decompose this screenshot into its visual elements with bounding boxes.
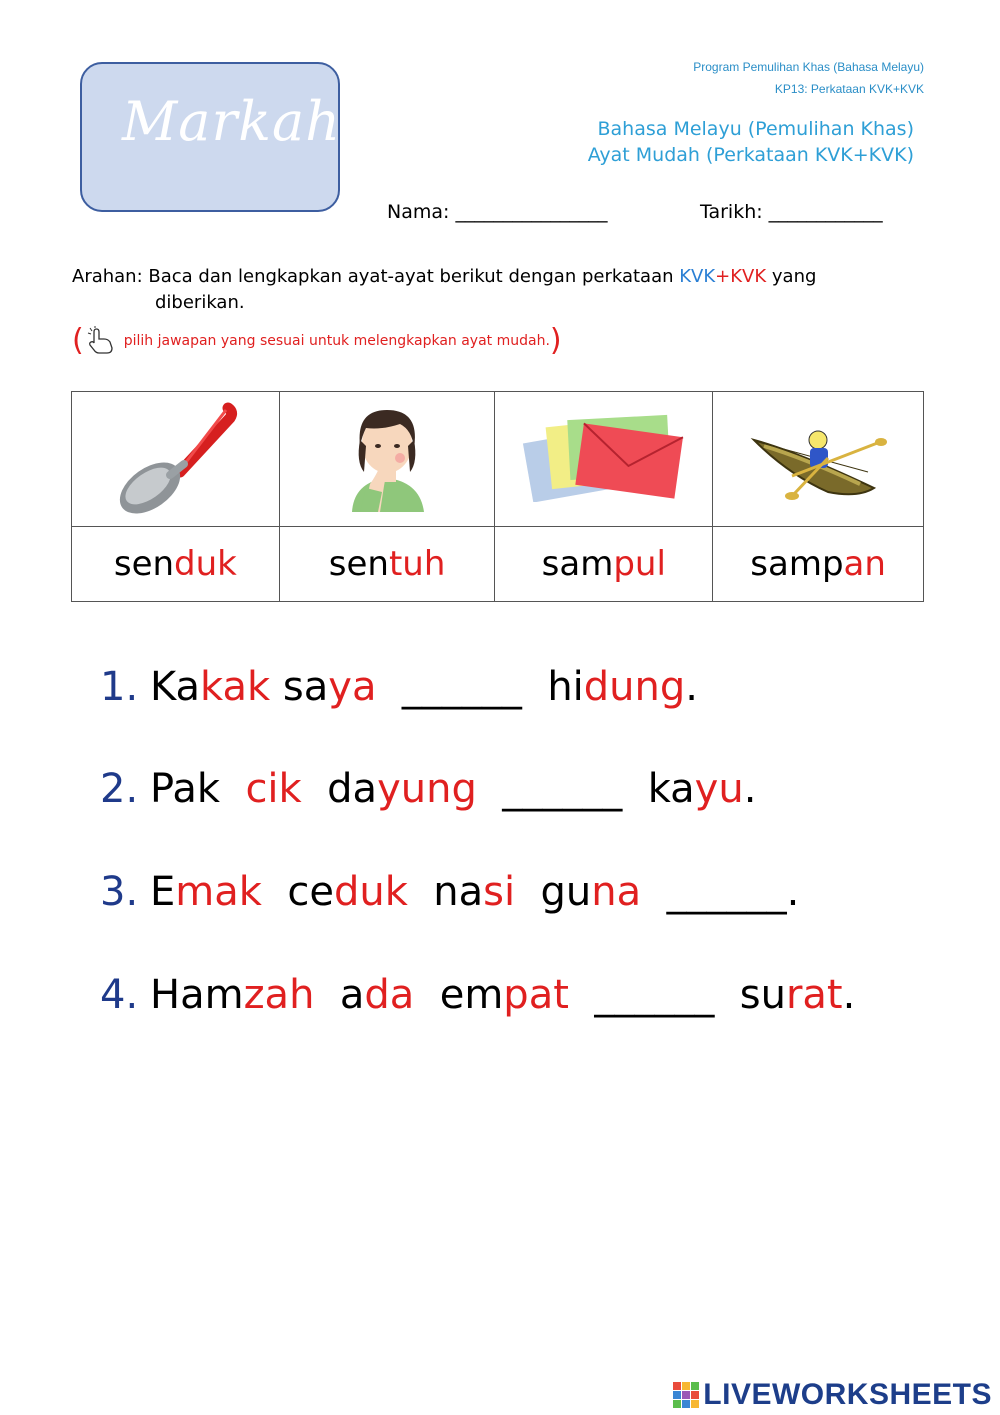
word-part: Pak	[150, 766, 246, 812]
liveworksheets-logo: LIVEWORKSHEETS	[673, 1378, 992, 1412]
word-part: .	[685, 664, 698, 710]
hint-line: ( pilih jawapan yang sesuai untuk melengkapkan ayat mudah. )	[72, 323, 562, 358]
sentence-number: 4.	[100, 972, 139, 1018]
word-part: ce	[261, 869, 334, 915]
word-part[interactable]: ______	[376, 664, 548, 710]
spoon-cell	[72, 392, 280, 527]
word-part-highlight: yu	[694, 766, 744, 812]
word-part-highlight: na	[591, 869, 642, 915]
instructions-lead: Arahan:	[72, 266, 143, 287]
word-part[interactable]: ______.	[641, 869, 800, 915]
sentence-4	[100, 972, 855, 1018]
word-part[interactable]: ______	[568, 972, 740, 1018]
sentence-2	[100, 766, 756, 812]
envelopes-icon	[519, 412, 689, 502]
instructions: Arahan: Baca dan lengkapkan ayat-ayat berikut dengan perkataan KVK+KVK yang diberikan.	[72, 266, 817, 313]
sentence-number: 3.	[100, 869, 139, 915]
answer-choices-table	[71, 391, 924, 602]
word-part-highlight: pat	[503, 972, 569, 1018]
word-part	[270, 664, 283, 710]
word-part-highlight: mak	[175, 869, 262, 915]
spoon-icon	[110, 400, 240, 515]
liveworksheets-logo-icon	[673, 1382, 699, 1408]
choice-sentuh[interactable]: sentuh	[279, 527, 495, 602]
date-field[interactable]: Tarikh: ____________	[700, 201, 883, 223]
choice-senduk[interactable]: senduk	[72, 527, 280, 602]
girl-cell	[279, 392, 495, 527]
word-part-highlight: kak	[200, 664, 271, 710]
choice-sampan[interactable]: sampan	[713, 527, 924, 602]
rowboat-icon	[748, 412, 888, 502]
word-part: a	[314, 972, 365, 1018]
sentence-3	[100, 869, 799, 915]
worksheet-code: KP13: Perkataan KVK+KVK	[774, 82, 924, 96]
name-field[interactable]: Nama: ________________	[387, 201, 608, 223]
word-part: na	[407, 869, 484, 915]
word-part-highlight: yung	[377, 766, 477, 812]
word-part: gu	[515, 869, 592, 915]
word-part-highlight: zah	[243, 972, 315, 1018]
word-part: sa	[282, 664, 329, 710]
word-part: .	[743, 766, 757, 812]
word-part: ka	[647, 766, 695, 812]
word-part: Ka	[150, 664, 201, 710]
word-part-highlight: da	[364, 972, 415, 1018]
word-part-highlight: duk	[333, 869, 408, 915]
word-part-highlight: si	[483, 869, 516, 915]
program-title: Program Pemulihan Khas (Bahasa Melayu)	[693, 60, 924, 74]
sentence-number: 2.	[100, 766, 139, 812]
boat-cell	[713, 392, 924, 527]
word-part-highlight: dung	[583, 664, 686, 710]
word-part: su	[739, 972, 786, 1018]
envelopes-cell	[495, 392, 713, 527]
word-part-highlight: ya	[328, 664, 377, 710]
word-part: da	[301, 766, 378, 812]
word-part[interactable]: ______	[476, 766, 648, 812]
sentence-number: 1.	[100, 664, 139, 710]
girl-touching-nose-icon	[342, 400, 432, 515]
word-part-highlight: rat	[785, 972, 843, 1018]
sentence-1	[100, 664, 698, 710]
word-part: .	[842, 972, 856, 1018]
word-part: em	[414, 972, 504, 1018]
word-part: E	[150, 869, 176, 915]
word-part: hi	[547, 664, 584, 710]
pointing-hand-icon	[84, 326, 118, 356]
topic-title: Ayat Mudah (Perkataan KVK+KVK)	[587, 144, 914, 166]
choice-sampul[interactable]: sampul	[495, 527, 713, 602]
word-part-highlight: cik	[245, 766, 302, 812]
score-label: Markah	[122, 90, 341, 153]
subject-title: Bahasa Melayu (Pemulihan Khas)	[597, 118, 914, 140]
word-part: Ham	[150, 972, 244, 1018]
